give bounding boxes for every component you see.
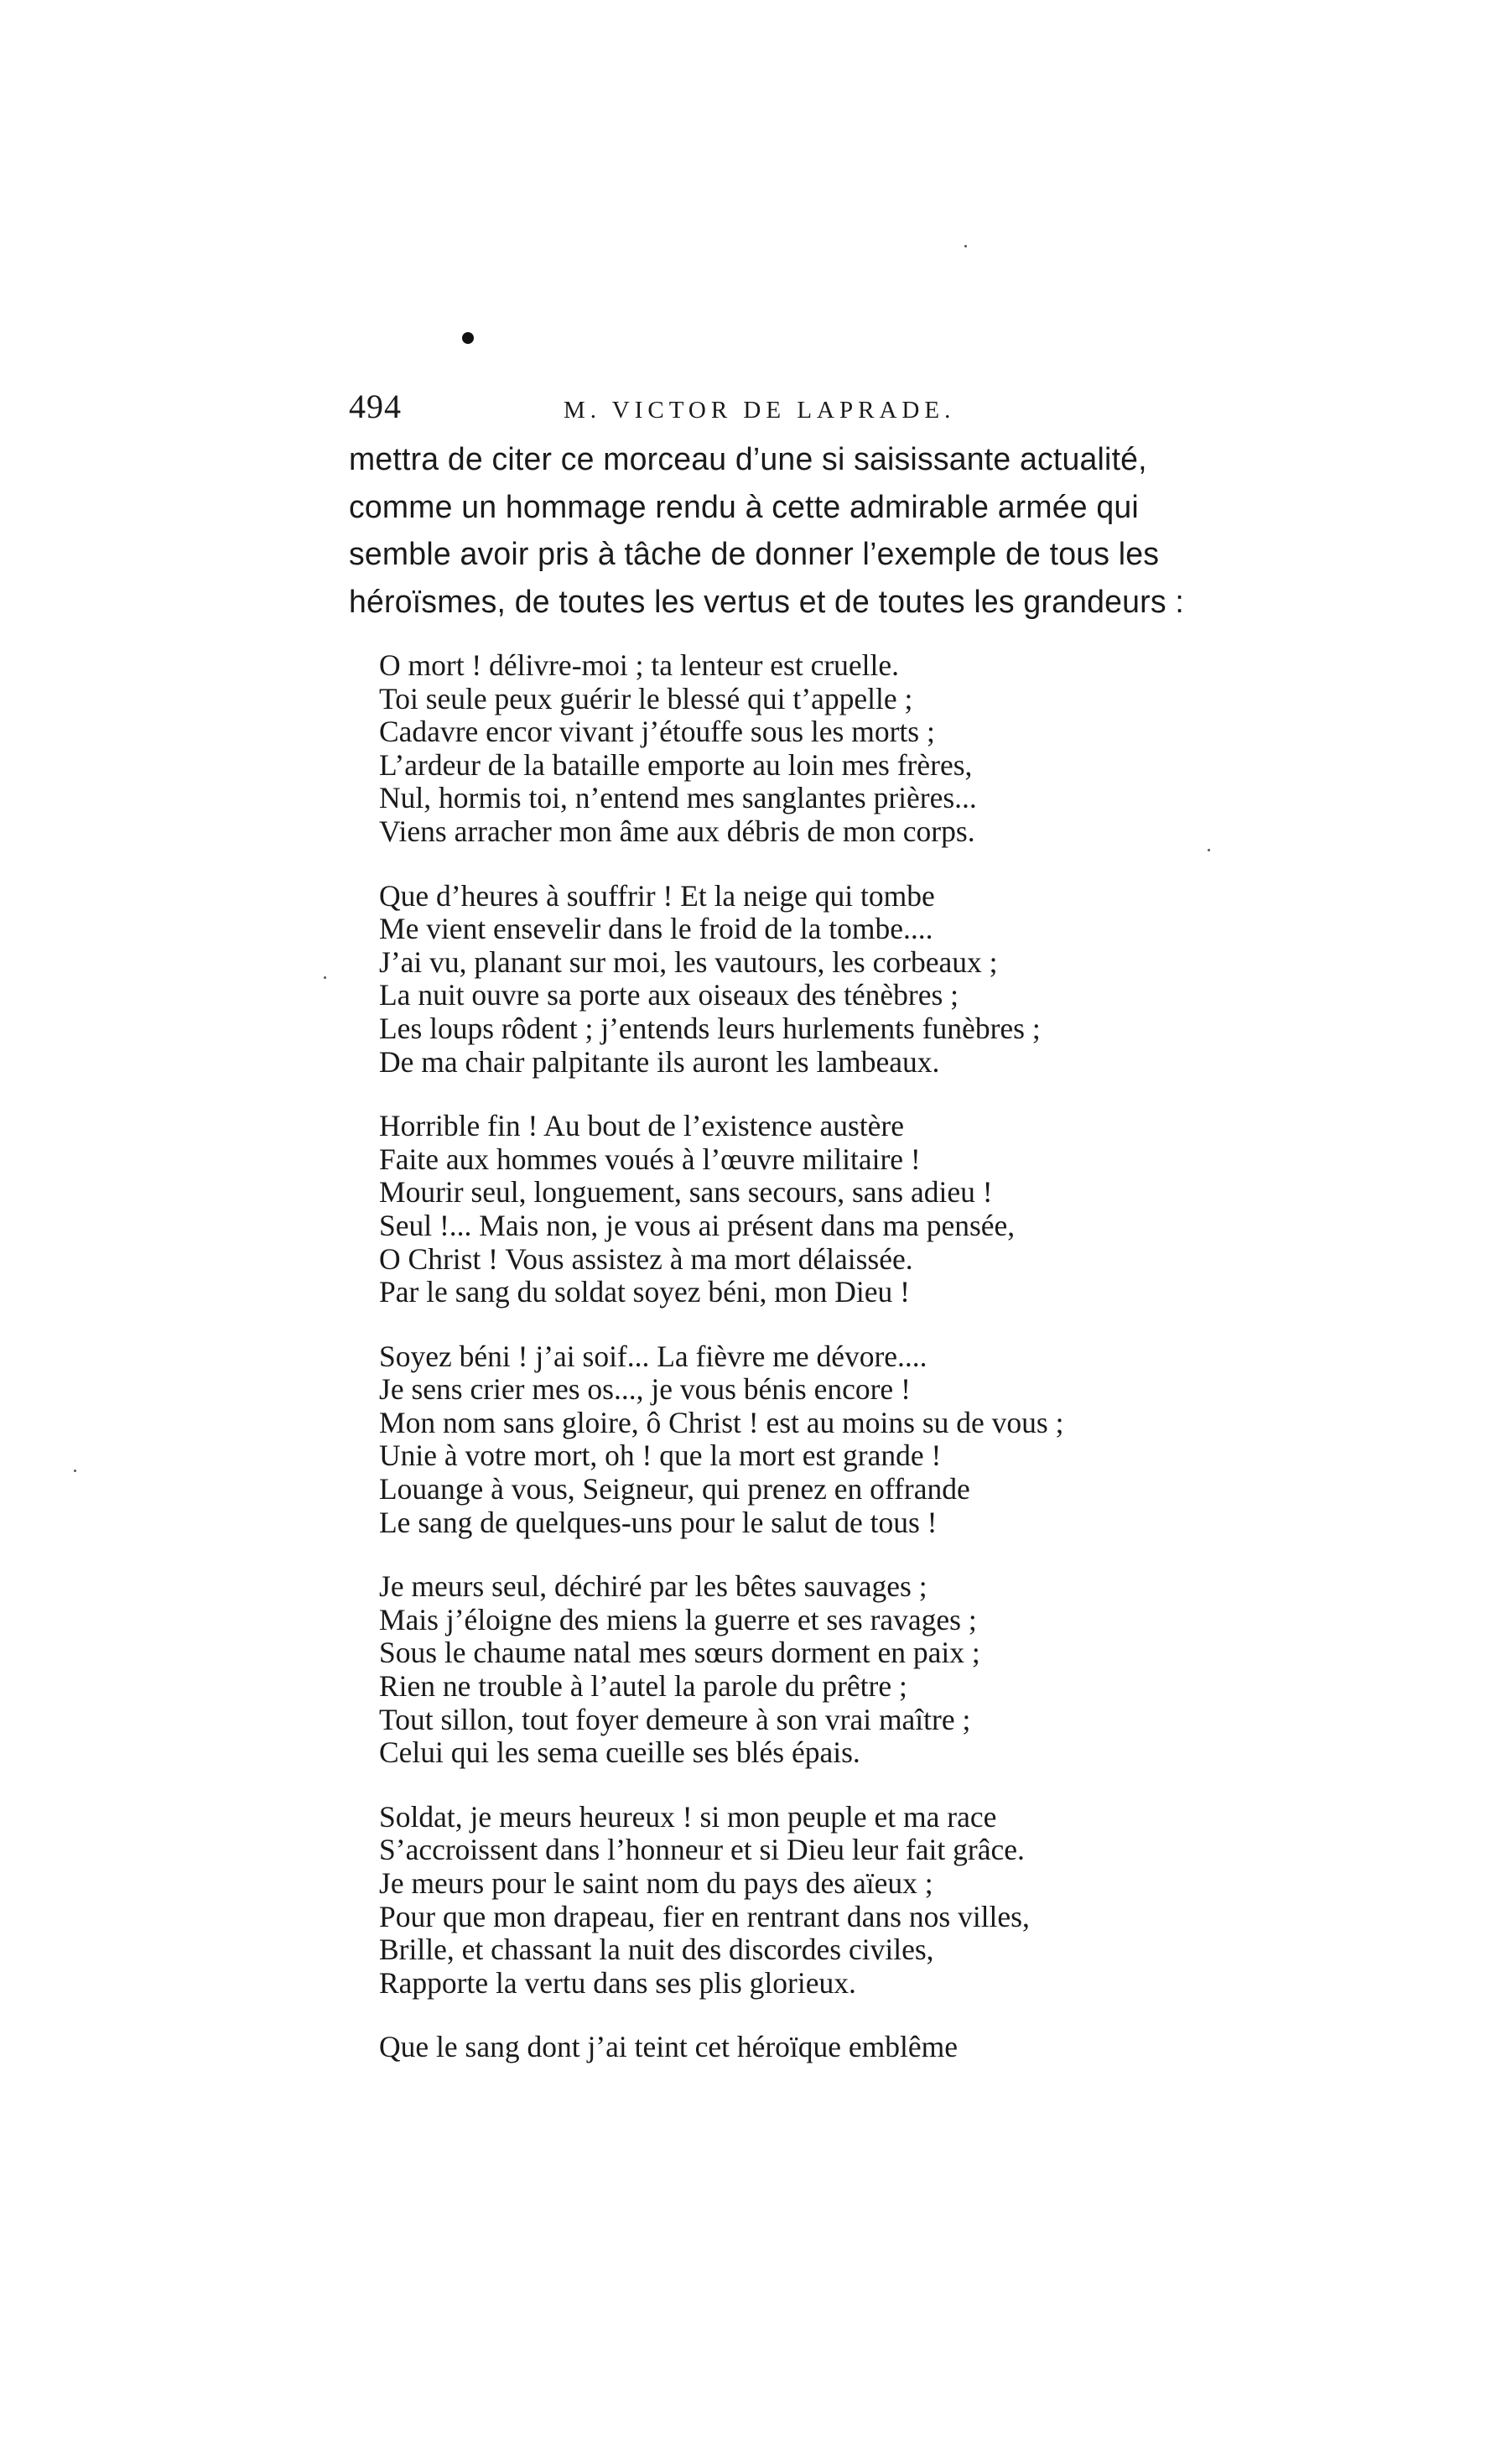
verse-line: O mort ! délivre-moi ; ta lenteur est cruelle. xyxy=(379,648,900,682)
verse-line: Viens arracher mon âme aux débris de mon corps. xyxy=(379,814,975,848)
verse-line: Rien ne trouble à l’autel la parole du prêtre ; xyxy=(379,1669,907,1704)
verse-line: De ma chair palpitante ils auront les lambeaux. xyxy=(379,1044,940,1079)
ink-speck xyxy=(74,1470,76,1472)
verse-line: Je meurs pour le saint nom du pays des aïeux ; xyxy=(379,1866,933,1900)
ink-speck xyxy=(324,976,326,979)
verse-line: Rapporte la vertu dans ses plis glorieux. xyxy=(379,1965,856,2000)
verse-line: Pour que mon drapeau, fier en rentrant dans nos villes, xyxy=(379,1899,1030,1933)
verse-line: Mais j’éloigne des miens la guerre et ses ravages ; xyxy=(379,1602,977,1636)
stanza xyxy=(379,1340,1302,1540)
verse-line: L’ardeur de la bataille emporte au loin mes frères, xyxy=(379,747,973,782)
stanza xyxy=(379,880,1302,1080)
prose-line: mettra de citer ce morceau d’une si saisissante actualité, xyxy=(349,442,1147,477)
stanza xyxy=(379,649,1302,849)
verse-line: Je meurs seul, déchiré par les bêtes sauvages ; xyxy=(379,1569,927,1604)
verse-line: Faite aux hommes voués à l’œuvre militaire ! xyxy=(379,1142,921,1176)
verse-line: Horrible fin ! Au bout de l’existence austère xyxy=(379,1109,904,1143)
stanza xyxy=(379,1801,1302,2001)
verse-line: La nuit ouvre sa porte aux oiseaux des ténèbres ; xyxy=(379,978,959,1012)
verse-line: Le sang de quelques-uns pour le salut de tous ! xyxy=(379,1505,938,1539)
stanza xyxy=(379,1110,1302,1309)
verse-line: Cadavre encor vivant j’étouffe sous les morts ; xyxy=(379,715,935,749)
verse-line: Nul, hormis toi, n’entend mes sanglantes prières... xyxy=(379,781,977,815)
verse-line: Que d’heures à souffrir ! Et la neige qui tombe xyxy=(379,878,935,913)
verse-line: Les loups rôdent ; j’entends leurs hurlements funèbres ; xyxy=(379,1011,1041,1045)
poem xyxy=(379,649,1302,2095)
verse-line: S’accroissent dans l’honneur et si Dieu leur fait grâce. xyxy=(379,1833,1025,1867)
verse-line: Mon nom sans gloire, ô Christ ! est au moins su de vous ; xyxy=(379,1405,1064,1439)
prose-paragraph xyxy=(349,436,1258,626)
verse-line: Mourir seul, longuement, sans secours, sans adieu ! xyxy=(379,1175,993,1210)
verse-line: Que le sang dont j’ai teint cet héroïque emblême xyxy=(379,2030,959,2064)
verse-line: O Christ ! Vous assistez à ma mort délaissée. xyxy=(379,1241,913,1276)
stanza xyxy=(379,2031,1302,2064)
verse-line: Seul !... Mais non, je vous ai présent dans ma pensée, xyxy=(379,1208,1016,1242)
prose-line: comme un hommage rendu à cette admirable armée qui xyxy=(349,489,1139,525)
page-header xyxy=(349,382,1244,432)
stanza xyxy=(379,1570,1302,1770)
verse-line: Je sens crier mes os..., je vous bénis encore ! xyxy=(379,1372,911,1407)
verse-line: Toi seule peux guérir le blessé qui t’appelle ; xyxy=(379,681,913,715)
verse-line: Par le sang du soldat soyez béni, mon Dieu ! xyxy=(379,1275,910,1309)
prose-line: héroïsmes, de toutes les vertus et de toutes les grandeurs : xyxy=(349,584,1184,620)
verse-line: Sous le chaume natal mes sœurs dorment en paix ; xyxy=(379,1636,980,1670)
verse-line: J’ai vu, planant sur moi, les vautours, les corbeaux ; xyxy=(379,944,998,979)
running-head: M. VICTOR DE LAPRADE. xyxy=(564,397,956,424)
verse-line: Celui qui les sema cueille ses blés épais. xyxy=(379,1735,860,1770)
page-number: 494 xyxy=(349,388,402,425)
verse-line: Soldat, je meurs heureux ! si mon peuple et ma race xyxy=(379,1799,997,1834)
verse-line: Tout sillon, tout foyer demeure à son vrai maître ; xyxy=(379,1702,971,1736)
verse-line: Unie à votre mort, oh ! que la mort est grande ! xyxy=(379,1439,942,1473)
prose-line: semble avoir pris à tâche de donner l’exemple de tous les xyxy=(349,537,1160,572)
verse-line: Louange à vous, Seigneur, qui prenez en offrande xyxy=(379,1472,970,1506)
ink-dot xyxy=(462,332,474,344)
verse-line: Brille, et chassant la nuit des discordes civiles, xyxy=(379,1933,934,1967)
verse-line: Me vient ensevelir dans le froid de la tombe.... xyxy=(379,912,933,946)
ink-speck xyxy=(964,245,967,247)
verse-line: Soyez béni ! j’ai soif... La fièvre me dévore.... xyxy=(379,1339,927,1373)
